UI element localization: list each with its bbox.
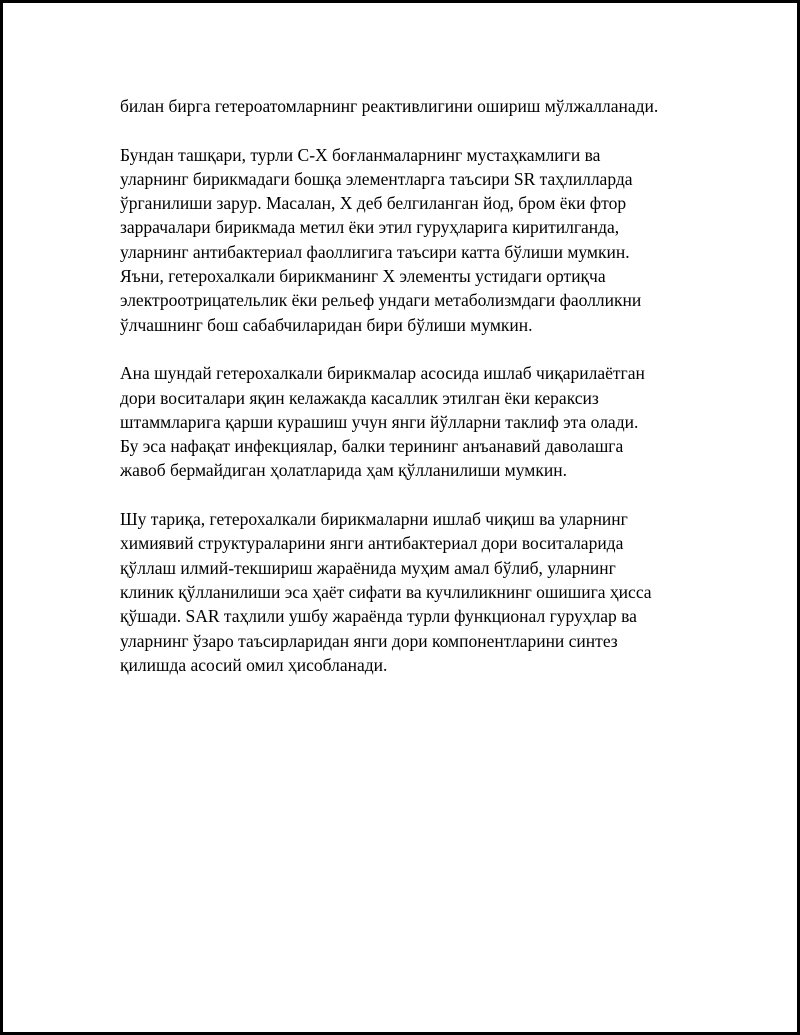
text-line: қўшади. SAR таҳлили ушбу жараёнда турли функционал гуруҳлар ва [120, 606, 637, 627]
text-line: қўллаш илмий-текшириш жараёнида муҳим амал бўлиб, уларнинг [120, 557, 616, 578]
text-line: химиявий структураларини янги антибактериал дори воситаларида [120, 533, 624, 554]
text-line: клиник қўлланилиши эса ҳаёт сифати ва кучлиликнинг ошишига ҳисса [120, 581, 652, 602]
text-line: уларнинг антибактериал фаоллигига таъсири катта бўлиши мумкин. [120, 241, 630, 262]
text-line: Яъни, гетерохалкали бирикманинг X элементы устидаги ортиқча [120, 266, 606, 287]
text-line: қилишда асосий омил ҳисобланади. [120, 654, 388, 675]
text-line: билан бирга гетероатомларнинг реактивлигини ошириш мўлжалланади. [120, 96, 659, 116]
paragraph-1 [120, 94, 720, 118]
paragraph-4 [120, 507, 720, 677]
text-line: Бу эса нафақат инфекциялар, балки терининг анъанавий даволашга [120, 436, 624, 457]
text-line: жавоб бермайдиган ҳолатларида ҳам қўлланилиши мумкин. [120, 460, 567, 481]
paragraph-2 [120, 143, 720, 337]
text-line: штаммларига қарши курашиш учун янги йўлларни таклиф эта олади. [120, 411, 639, 432]
text-line: Ана шундай гетерохалкали бирикмалар асосида ишлаб чиқарилаётган [120, 363, 645, 384]
text-line: ўлчашнинг бош сабабчиларидан бири бўлиши мумкин. [120, 314, 533, 335]
text-line: ўрганилиши зарур. Масалан, X деб белгиланган йод, бром ёки фтор [120, 193, 627, 214]
text-line: уларнинг бирикмадаги бошқа элементларга таъсири SR таҳлилларда [120, 168, 633, 189]
text-line: Шу тариқа, гетерохалкали бирикмаларни ишлаб чиқиш ва уларнинг [120, 509, 628, 530]
paragraph-3 [120, 361, 720, 482]
document-body [120, 94, 720, 701]
text-line: дори воситалари яқин келажакда касаллик этилган ёки кераксиз [120, 387, 599, 408]
text-line: Бундан ташқари, турли C-X боғланмаларнинг мустаҳкамлиги ва [120, 144, 601, 165]
text-line: заррачалари бирикмада метил ёки этил гуруҳларига киритилганда, [120, 217, 620, 238]
text-line: электроотрицательлик ёки рельеф ундаги метаболизмдаги фаолликни [120, 290, 642, 311]
text-line: уларнинг ўзаро таъсирларидан янги дори компонентларини синтез [120, 630, 618, 651]
